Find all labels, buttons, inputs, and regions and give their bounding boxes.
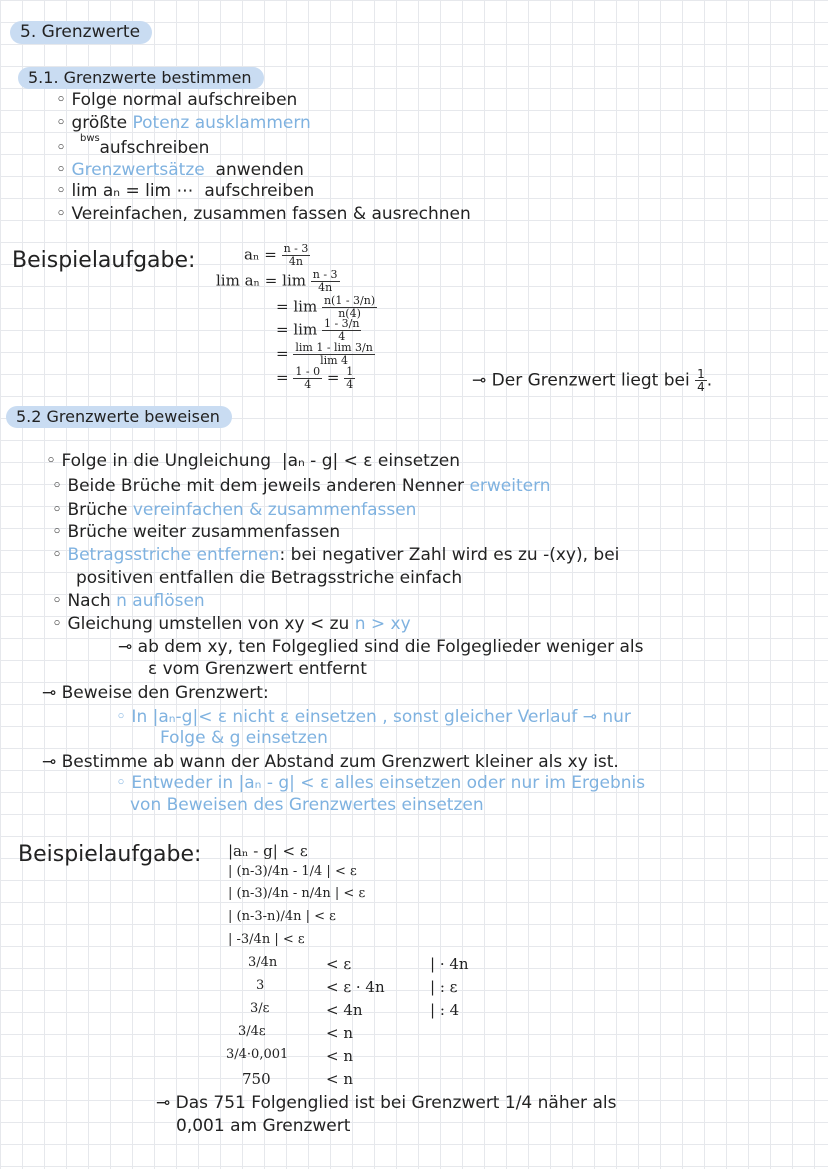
limit-step-1: lim aₙ = lim $\frac{n - 3}{4n}$ (216, 268, 338, 294)
proof-step-rhs: < ε (326, 955, 352, 973)
list-item-continued: positiven entfallen die Betragsstriche einfach (76, 568, 463, 588)
proof-step-lhs: 3/4·0,001 (226, 1047, 289, 1062)
list-item: ◦ größte Potenz ausklammern (56, 113, 311, 133)
limit-step-4: = $\frac{\lim 1 - \lim 3/n}{\lim 4}$ (276, 341, 373, 367)
section-heading-2: 5.2 Grenzwerte beweisen (6, 406, 232, 428)
limit-step-3: = lim $\frac{1 - 3/n}{4}$ (276, 317, 360, 343)
list-item: ◦ Brüche weiter zusammenfassen (52, 522, 341, 542)
list-item: ◦ Nach n auflösen (52, 591, 205, 611)
list-item: ◦ Folge normal aufschreiben (56, 90, 298, 110)
proof-step: |aₙ - g| < ε (228, 842, 308, 860)
example-label: Beispielaufgabe: (12, 248, 196, 273)
proof-step-note: | · 4n (430, 955, 469, 973)
proof-step: | (n-3-n)/4n | < ε (228, 909, 336, 924)
page-title: 5. Grenzwerte (10, 21, 152, 44)
proof-step: | -3/4n | < ε (228, 932, 305, 947)
proof-step-rhs: < n (326, 1047, 353, 1065)
list-item: ◦ Betragsstriche entfernen: bei negativer Zahl wird es zu -(xy), bei (52, 545, 620, 565)
proof-step-note: | : ε (430, 978, 458, 996)
proof-step-note: | : 4 (430, 1001, 460, 1019)
list-item-arrow: ⊸ ab dem xy, ten Folgeglied sind die Folgeglieder weniger als (118, 637, 644, 657)
list-item: ◦ Vereinfachen, zusammen fassen & ausrechnen (56, 204, 471, 224)
proof-step-rhs: < ε · 4n (326, 978, 385, 996)
list-item: ◦ Beide Brüche mit dem jeweils anderen Nenner erweitern (52, 476, 551, 496)
section-heading-1: 5.1. Grenzwerte bestimmen (18, 67, 264, 89)
limit-step-5: = $\frac{1 - 0}{4}$ = $\frac{1}{4}$ (276, 365, 354, 391)
proof-conclusion: ⊸ Das 751 Folgenglied ist bei Grenzwert 1/4 näher als (156, 1093, 617, 1113)
list-item: ◦ Grenzwertsätze anwenden (56, 160, 304, 180)
proof-conclusion-continued: 0,001 am Grenzwert (176, 1116, 351, 1136)
limit-conclusion: ⊸ Der Grenzwert liegt bei $\frac{1}{4}$ . (472, 367, 713, 394)
sub-note-continued: Folge & g einsetzen (160, 728, 328, 748)
list-item: ◦ Gleichung umstellen von xy < zu n > xy (52, 614, 411, 634)
annotation-note: bws (80, 133, 100, 144)
proof-step-rhs: < 4n (326, 1001, 363, 1019)
proof-step-lhs: 3/ε (250, 1001, 270, 1016)
proof-step-rhs: < n (326, 1024, 353, 1042)
sub-note-continued: von Beweisen des Grenzwertes einsetzen (130, 795, 484, 815)
limit-step-2: = lim $\frac{n(1 - 3/n)}{n(4)}$ (276, 294, 376, 320)
list-item-arrow: ⊸ Beweise den Grenzwert: (42, 683, 269, 703)
proof-step-lhs: 3 (256, 978, 265, 993)
list-item-arrow: ⊸ Bestimme ab wann der Abstand zum Grenzwert kleiner als xy ist. (42, 752, 619, 772)
proof-step: | (n-3)/4n - 1/4 | < ε (228, 864, 357, 879)
list-item: ◦ Brüche vereinfachen & zusammenfassen (52, 500, 417, 520)
proof-step-lhs: 3/4n (248, 955, 278, 970)
sub-note: ◦ In |aₙ-g|< ε nicht ε einsetzen , sonst gleicher Verlauf ⊸ nur (116, 707, 631, 727)
proof-step: | (n-3)/4n - n/4n | < ε (228, 886, 366, 901)
list-item: ◦ lim aₙ = lim ⋯ aufschreiben (56, 181, 315, 201)
proof-step-lhs: 3/4ε (238, 1024, 266, 1039)
example-label: Beispielaufgabe: (18, 842, 202, 867)
sub-note: ◦ Entweder in |aₙ - g| < ε alles einsetzen oder nur im Ergebnis (116, 773, 646, 793)
proof-step-lhs: 750 (242, 1070, 271, 1088)
list-item-continued: ε vom Grenzwert entfernt (148, 659, 367, 679)
list-item: ◦ Folge in die Ungleichung |aₙ - g| < ε einsetzen (46, 451, 460, 471)
sequence-definition: aₙ = $\frac{n - 3}{4n}$ (244, 242, 309, 268)
list-item: ◦ aufschreiben (56, 138, 210, 158)
proof-step-rhs: < n (326, 1070, 353, 1088)
